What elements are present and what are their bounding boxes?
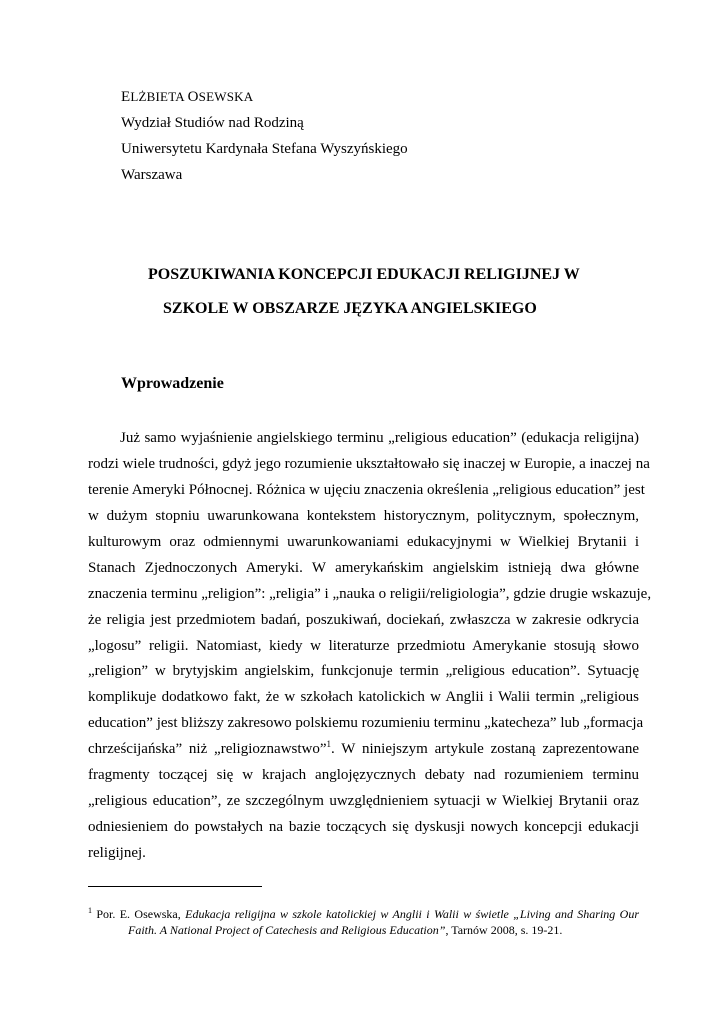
author-block (121, 84, 408, 188)
article-title-line-1: POSZUKIWANIA KONCEPCJI EDUKACJI RELIGIJNEJ W (148, 266, 580, 283)
body-line: chrześcijańska” niż „religioznawstwo”$^1$. W niniejszym artykule zostaną zaprezentowane (88, 739, 639, 758)
body-line: rodzi wiele trudności, gdyż jego rozumienie ukształtowało się inaczej w Europie, a inaczej na (88, 455, 650, 472)
body-line: komplikuje dodatkowo fakt, że w szkołach katolickich w Anglii i Walii termin „religious (88, 689, 639, 706)
footnote (88, 906, 639, 938)
author-city: Warszawa (121, 167, 183, 183)
body-line: terenie Ameryki Północnej. Różnica w ujęciu znaczenia określenia „religious education” jest (88, 481, 645, 498)
footnote-line-2: Faith. A National Project of Catechesis and Religious Education”, Tarnów 2008, s. 19-21. (128, 923, 563, 937)
section-heading: Wprowadzenie (121, 375, 224, 392)
author-affiliation-2: Uniwersytetu Kardynała Stefana Wyszyńskiego (121, 141, 408, 157)
body-line: „logosu” religii. Natomiast, kiedy w literaturze przedmiotu Amerykanie stosują słowo (88, 637, 639, 654)
article-title-line-2: SZKOLE W OBSZARZE JĘZYKA ANGIELSKIEGO (163, 300, 537, 317)
author-affiliation-1: Wydział Studiów nad Rodziną (121, 115, 304, 131)
footnote-cited-title: Edukacja religijna w szkole katolickiej w Anglii i Walii w świetle „Living and Sharing Our (185, 907, 639, 921)
body-line: religijnej. (88, 845, 146, 861)
body-line: „religious education”, ze szczególnym uwzględnieniem sytuacji w Wielkiej Brytanii oraz (88, 793, 639, 810)
body-line: że religia jest przedmiotem badań, poszukiwań, dociekań, zwłaszcza w zakresie odkrycia (88, 611, 639, 628)
body-paragraph (88, 426, 652, 867)
body-line: Stanach Zjednoczonych Ameryki. W amerykańskim angielskim istnieją dwa główne (88, 559, 639, 576)
body-line: odniesieniem do powstałych na bazie toczących się dyskusji nowych koncepcji edukacji (88, 819, 639, 836)
body-line: education” jest bliższy zakresowo polskiemu rozumieniu terminu „katecheza” lub „formacja (88, 715, 644, 732)
body-line: Już samo wyjaśnienie angielskiego terminu „religious education” (edukacja religijna) (120, 430, 639, 446)
body-line: kulturowym oraz odmiennymi uwarunkowaniami edukacyjnymi w Wielkiej Brytanii i (88, 533, 639, 550)
footnote-marker: 1 (88, 906, 92, 915)
footnote-reference[interactable]: 1 (326, 739, 332, 750)
footnote-line-1: $^1$ Por. E. Osewska, Edukacja religijna w szkole katolickiej w Anglii i Walii w świetle „Living and Sharing Our (88, 906, 639, 921)
body-line: fragmenty toczącej się w krajach anglojęzycznych debaty nad rozumieniem terminu (88, 767, 639, 784)
body-line: „religion” w brytyjskim angielskim, funkcjonuje termin „religious education”. Sytuację (88, 663, 639, 680)
body-line: znaczenia terminu „religion”: „religia” i „nauka o religii/religiologia”, gdzie drugie wskazuje, (88, 585, 652, 602)
footnote-separator (88, 886, 262, 887)
author-name: ELŻBIETA OSEWSKA (121, 89, 254, 105)
body-line: w dużym stopniu uwarunkowana kontekstem historycznym, politycznym, społecznym, (88, 507, 639, 524)
